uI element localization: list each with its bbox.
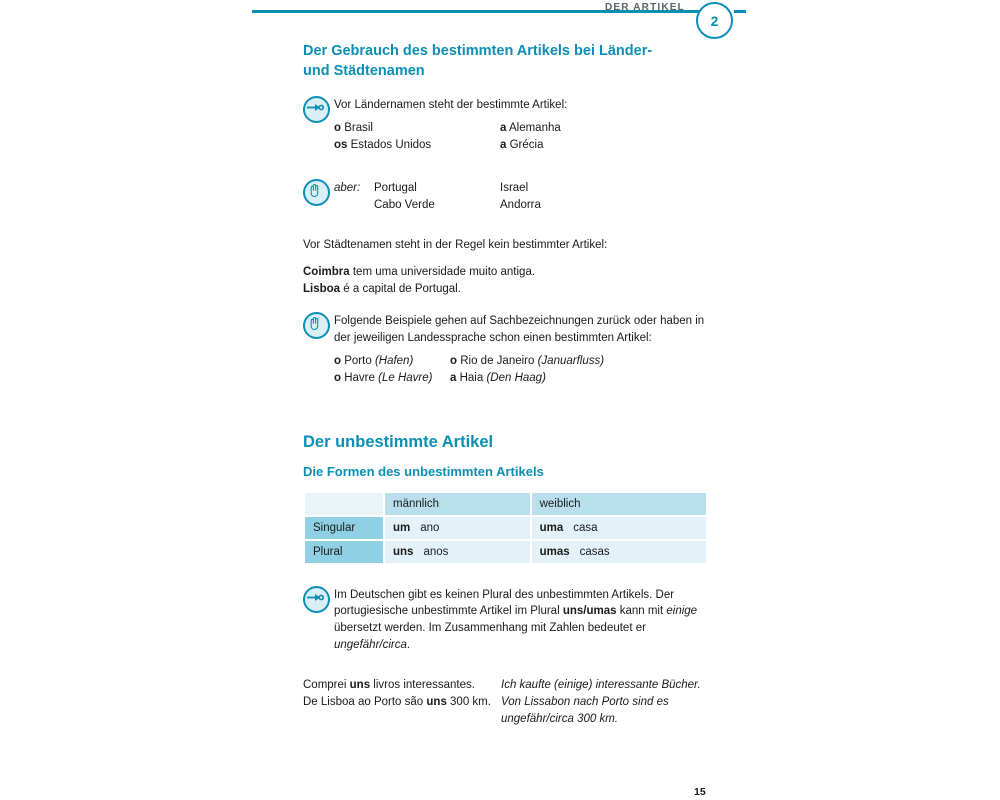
word: Grécia — [509, 138, 544, 151]
word: Havre — [344, 371, 375, 384]
icon-column — [303, 311, 334, 339]
gloss: (Hafen) — [374, 354, 414, 367]
countries-word-list — [334, 120, 723, 154]
indefinite-note-block — [303, 585, 723, 654]
word: Rio de Janeiro — [460, 354, 535, 367]
exception-left: Portugal — [374, 181, 417, 194]
note-part-italic: einige — [666, 605, 698, 618]
word-row — [450, 370, 723, 387]
article: os — [334, 138, 348, 151]
cities-example-bold: Lisboa — [303, 282, 341, 295]
word: Porto — [344, 354, 372, 367]
attention-hand-icon — [303, 179, 330, 206]
icon-column — [303, 178, 334, 206]
example-row-pt — [303, 694, 501, 711]
article: uma — [539, 521, 564, 534]
article: a — [500, 138, 507, 151]
exception-left: Cabo Verde — [374, 198, 435, 211]
cities-example-rest: tem uma universidade muito antiga. — [349, 265, 536, 278]
examples-german-column — [501, 677, 723, 727]
note-part-bold: uns/umas — [562, 605, 617, 618]
example-row-de: Ich kaufte (einige) interessante Bücher. — [501, 679, 701, 692]
example-post: 300 km. — [446, 695, 491, 708]
section-title: Der Gebrauch des bestimmten Artikels bei Länder- und Städtenamen — [303, 43, 653, 79]
word-row — [334, 120, 500, 137]
examples-portuguese-column — [303, 677, 501, 727]
indefinite-forms-subtitle: Die Formen des unbestimmten Artikels — [303, 463, 544, 479]
word: Estados Unidos — [350, 138, 432, 151]
exception-row — [334, 180, 723, 197]
example-row-pt — [303, 677, 501, 694]
word: Alemanha — [508, 121, 561, 134]
table-row — [305, 541, 706, 563]
exception-label: aber: — [334, 181, 361, 194]
article: o — [334, 354, 342, 367]
noun: ano — [420, 521, 440, 534]
indefinite-article-title: Der unbestimmte Artikel — [303, 432, 494, 451]
page-number: 15 — [694, 786, 706, 798]
table-row-label: Singular — [305, 517, 383, 539]
word-row — [334, 353, 450, 370]
word-row — [334, 137, 500, 154]
chapter-number-badge: 2 — [696, 2, 733, 39]
note-part-italic: ungefähr/circa — [334, 638, 407, 651]
cities-example-bold: Coimbra — [303, 265, 350, 278]
indefinite-note-body — [334, 585, 723, 654]
table-header-empty — [305, 493, 383, 515]
article: o — [334, 371, 342, 384]
landscape-word-list — [334, 353, 723, 387]
landscape-col-right — [450, 353, 723, 387]
page-header — [0, 0, 1000, 36]
countries-col-left — [334, 120, 500, 154]
countries-block — [303, 95, 723, 154]
example-pre: Comprei — [303, 679, 350, 692]
countries-col-right — [500, 120, 723, 154]
table-header-row — [305, 493, 706, 515]
indefinite-note-text — [334, 587, 723, 654]
example-post: livros interessantes. — [370, 679, 475, 692]
landscape-col-left — [334, 353, 450, 387]
article: a — [500, 121, 507, 134]
cities-intro: Vor Städtenamen steht in der Regel kein bestimmter Artikel: — [303, 239, 608, 252]
exception-block — [303, 178, 723, 213]
table-cell-masculine-plural — [385, 541, 530, 563]
table-cell-feminine-singular — [532, 517, 706, 539]
table-cell-feminine-plural — [532, 541, 706, 563]
gloss: (Januarfluss) — [537, 354, 605, 367]
exception-right: Andorra — [500, 198, 541, 211]
article: o — [450, 354, 458, 367]
countries-intro: Vor Ländernamen steht der bestimmte Artikel: — [334, 99, 568, 112]
cities-example — [303, 281, 723, 298]
word-row — [500, 137, 723, 154]
article: o — [334, 121, 342, 134]
page-content — [303, 42, 723, 727]
example-pre: De Lisboa ao Porto são — [303, 695, 427, 708]
noun: casa — [573, 521, 598, 534]
word-row — [334, 370, 450, 387]
gloss: (Le Havre) — [378, 371, 433, 384]
arrow-into-circle-icon — [303, 586, 330, 613]
noun: casas — [579, 545, 610, 558]
landscape-block — [303, 311, 723, 386]
table-row-label: Plural — [305, 541, 383, 563]
icon-column — [303, 95, 334, 123]
word: Haia — [459, 371, 484, 384]
landscape-text: Folgende Beispiele gehen auf Sachbezeichnungen zurück oder haben in der jeweiligen Landessprache schon einen bestimmten Artikel: — [334, 315, 705, 344]
example-bold: uns — [426, 695, 447, 708]
word: Brasil — [344, 121, 373, 134]
table-cell-masculine-singular — [385, 517, 530, 539]
gloss: (Den Haag) — [486, 371, 546, 384]
word-row — [450, 353, 723, 370]
exception-row — [334, 197, 723, 214]
running-title: DER ARTIKEL — [604, 2, 685, 13]
exception-right: Israel — [500, 181, 529, 194]
landscape-body — [334, 311, 723, 386]
header-rule-right — [734, 10, 746, 13]
example-row-de: Von Lissabon nach Porto sind es ungefähr/circa 300 km. — [501, 695, 669, 725]
table-header-feminine: weiblich — [532, 493, 706, 515]
icon-column — [303, 585, 334, 613]
attention-hand-icon — [303, 312, 330, 339]
countries-body — [334, 95, 723, 154]
noun: anos — [423, 545, 449, 558]
article: uns — [393, 545, 414, 558]
exception-body — [334, 178, 723, 213]
cities-example — [303, 264, 723, 281]
indefinite-examples — [303, 677, 723, 727]
table-row — [305, 517, 706, 539]
article: umas — [539, 545, 570, 558]
cities-example-rest: é a capital de Portugal. — [340, 282, 461, 295]
table-header-masculine: männlich — [385, 493, 530, 515]
word-row — [500, 120, 723, 137]
example-bold: uns — [349, 679, 371, 692]
note-part: Im Deutschen gibt es keinen Plural des unbestimmten Artikels. Der portugiesische unbestimmte Artikel im Plural — [334, 588, 675, 618]
note-part: kann mit — [616, 605, 667, 618]
note-part: . — [406, 638, 411, 651]
indefinite-forms-table — [303, 491, 708, 565]
article: a — [450, 371, 457, 384]
note-part: übersetzt werden. Im Zusammenhang mit Zahlen bedeutet er — [334, 621, 646, 634]
arrow-into-circle-icon — [303, 96, 330, 123]
article: um — [393, 521, 411, 534]
exception-label-spacer — [334, 197, 374, 214]
